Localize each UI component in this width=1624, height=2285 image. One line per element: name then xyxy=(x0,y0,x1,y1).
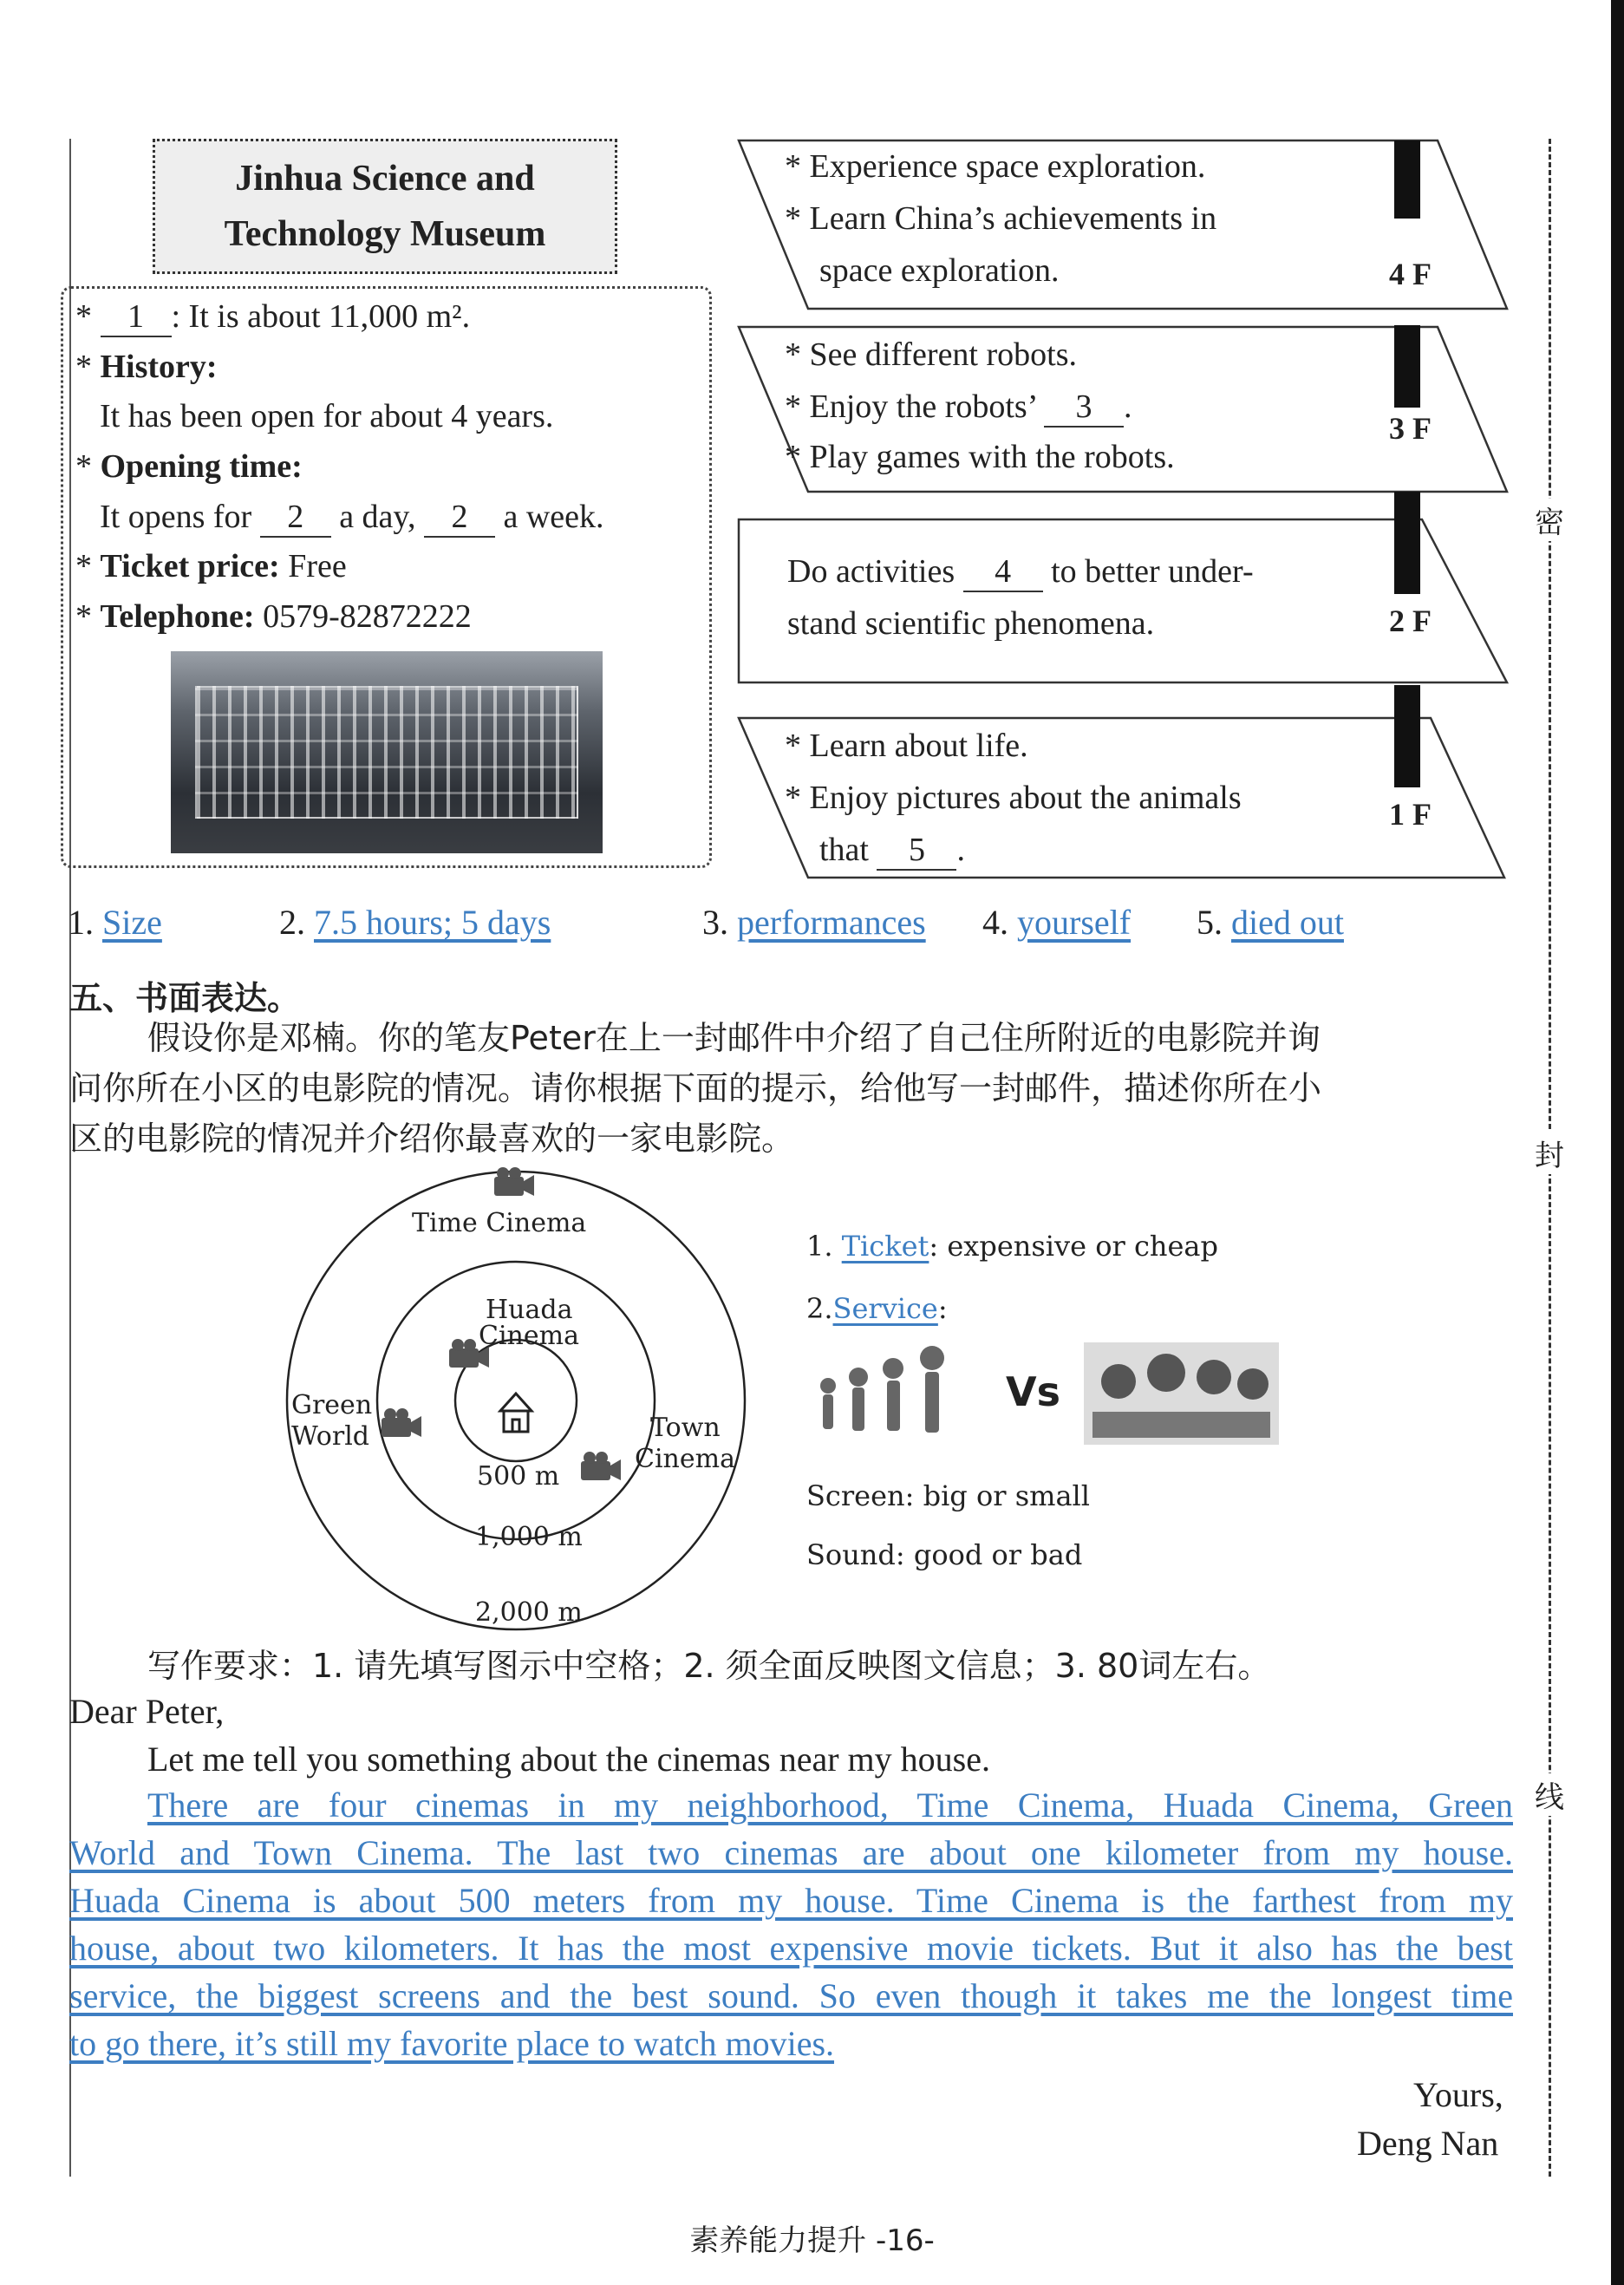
task-line-1: 假设你是邓楠。你的笔友Peter在上一封邮件中介绍了自己住所附近的电影院并询 xyxy=(147,1019,1321,1057)
radius-500-label: 500 m xyxy=(477,1461,560,1492)
floor-1-label: 1 F xyxy=(1389,797,1432,832)
size-text: : It is about 11,000 m². xyxy=(171,298,471,335)
hint-service: 2.Service: xyxy=(806,1292,948,1325)
opening-heading: * Opening time: xyxy=(75,448,303,485)
letter-opening: Let me tell you something about the cinemas near my house. xyxy=(147,1740,990,1779)
blank-5[interactable]: 5 xyxy=(877,831,956,871)
writing-requirement: 写作要求：1. 请先填写图示中空格；2. 须全面反映图文信息；3. 80词左右。 xyxy=(147,1647,1271,1685)
answer-row xyxy=(68,902,1559,954)
floor-3-line2: * Enjoy the robots’ 3 . xyxy=(785,388,1132,428)
floor-4-line2: * Learn China’s achievements in xyxy=(785,200,1217,237)
green-world-label-1: Green xyxy=(291,1390,373,1420)
letter-body-line-4: house, about two kilometers. It has the most expensive movie tickets. But it also has the best xyxy=(69,1929,1513,1968)
floor-4-label: 4 F xyxy=(1389,257,1432,291)
writing-task xyxy=(69,1013,1517,1164)
vs-label: Vs xyxy=(1006,1368,1060,1415)
time-cinema-label: Time Cinema xyxy=(412,1208,587,1238)
floor-1-line3: that 5 . xyxy=(819,831,965,871)
hint-ticket: 1. Ticket: expensive or cheap xyxy=(806,1230,1218,1263)
floor-3-label: 3 F xyxy=(1389,411,1432,446)
margin-char-mi: 密 xyxy=(1535,499,1564,541)
letter-body-line-2: World and Town Cinema. The last two cinemas are about one kilometer from my house. xyxy=(69,1833,1513,1872)
floor-1-panel xyxy=(737,685,1509,880)
letter-body-line-1: There are four cinemas in my neighborhood, Time Cinema, Huada Cinema, Green xyxy=(147,1786,1513,1825)
floor-4-line1: * Experience space exploration. xyxy=(785,148,1206,185)
floor-3-line1: * See different robots. xyxy=(785,336,1077,373)
letter-closing: Yours, xyxy=(1413,2075,1503,2114)
museum-info-box xyxy=(61,286,712,868)
good-service-illustration xyxy=(811,1335,984,1448)
telephone-line: * Telephone: 0579-82872222 xyxy=(75,598,472,635)
blank-4[interactable]: 4 xyxy=(963,552,1043,592)
floor-4-line3: space exploration. xyxy=(819,252,1060,289)
history-heading: * History: xyxy=(75,349,218,385)
town-cinema-label-2: Cinema xyxy=(635,1444,735,1474)
history-text: It has been open for about 4 years. xyxy=(100,398,554,434)
museum-title-box xyxy=(153,139,617,274)
answer-5: 5. died out xyxy=(1197,903,1344,942)
letter-body-line-6: to go there, it’s still my favorite place to watch movies. xyxy=(69,2024,835,2063)
task-line-3: 区的电影院的情况并介绍你最喜欢的一家电影院。 xyxy=(69,1120,795,1158)
ticket-line: * Ticket price: Free xyxy=(75,548,347,584)
blank-3[interactable]: 3 xyxy=(1044,388,1124,428)
margin-char-feng: 封 xyxy=(1535,1132,1564,1174)
size-line: * 1 : It is about 11,000 m². xyxy=(75,297,470,337)
letter-body-line-3: Huada Cinema is about 500 meters from my house. Time Cinema is the farthest from my xyxy=(69,1881,1513,1920)
town-cinema-label-1: Town xyxy=(650,1413,721,1443)
floor-2-line1: Do activities 4 to better under- xyxy=(787,552,1254,592)
hint-screen: Screen: big or small xyxy=(806,1479,1090,1512)
floor-4-panel xyxy=(737,139,1509,312)
radius-2000-label: 2,000 m xyxy=(475,1597,583,1628)
cinema-map-diagram xyxy=(277,1158,763,1635)
answer-2: 2. 7.5 hours; 5 days xyxy=(279,903,551,942)
museum-building-photo xyxy=(171,651,603,853)
floor-1-line1: * Learn about life. xyxy=(785,728,1028,764)
floor-3-line3: * Play games with the robots. xyxy=(785,439,1175,475)
green-world-label-2: World xyxy=(291,1421,369,1452)
page-footer: 素养能力提升 -16- xyxy=(689,2223,935,2258)
blank-2b[interactable]: 2 xyxy=(424,498,495,538)
answer-3: 3. performances xyxy=(702,903,926,942)
opening-text: It opens for 2 a day, 2 a week. xyxy=(100,498,604,538)
floor-2-label: 2 F xyxy=(1389,604,1432,638)
margin-char-xian: 线 xyxy=(1535,1773,1564,1816)
bad-service-illustration xyxy=(1084,1342,1279,1445)
floor-2-line2: stand scientific phenomena. xyxy=(787,605,1155,642)
floor-2-panel xyxy=(737,490,1509,685)
answer-1: 1. Size xyxy=(68,903,162,942)
huada-cinema-label-2: Cinema xyxy=(479,1321,579,1351)
museum-title-line2: Technology Museum xyxy=(224,214,546,254)
huada-cinema-label-1: Huada xyxy=(486,1295,573,1325)
hint-sound: Sound: good or bad xyxy=(806,1538,1083,1571)
answer-4: 4. yourself xyxy=(982,903,1132,942)
section-5-title: 五、书面表达。 xyxy=(69,979,301,1017)
letter-signature: Deng Nan xyxy=(1357,2124,1499,2163)
page-edge xyxy=(1611,0,1624,2285)
museum-title-line1: Jinhua Science and xyxy=(235,159,535,199)
floor-1-line2: * Enjoy pictures about the animals xyxy=(785,780,1242,816)
blank-1[interactable]: 1 xyxy=(101,297,172,337)
letter-body-line-5: service, the biggest screens and the best sound. So even though it takes me the longest time xyxy=(69,1976,1513,2015)
letter-greeting: Dear Peter, xyxy=(69,1692,225,1731)
radius-1000-label: 1,000 m xyxy=(475,1522,583,1552)
blank-2a[interactable]: 2 xyxy=(260,498,331,538)
floor-3-panel xyxy=(737,325,1509,494)
task-line-2: 问你所在小区的电影院的情况。请你根据下面的提示，给他写一封邮件，描述你所在小 xyxy=(69,1069,1322,1107)
